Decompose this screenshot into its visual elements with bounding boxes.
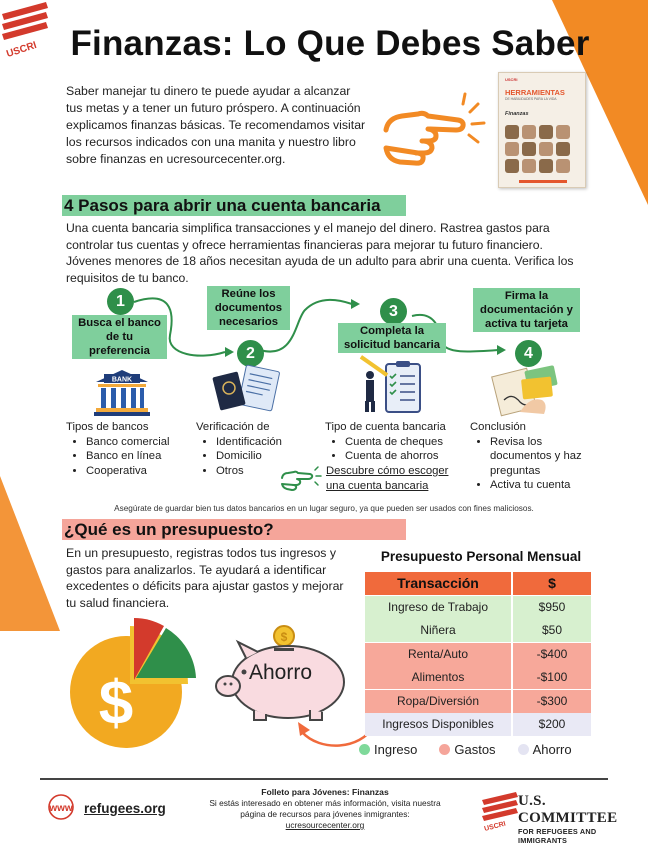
documents-icon (212, 364, 280, 414)
book-footer-bar (519, 180, 567, 183)
book-photo-grid (505, 125, 581, 173)
row-amount: $950 (513, 596, 591, 619)
org-subtitle: FOR REFUGEES AND IMMIGRANTS (518, 827, 597, 845)
table-row (365, 666, 591, 689)
svg-text:USCRI: USCRI (483, 820, 507, 833)
list-item: • Domicilio (216, 449, 282, 464)
book-logo: USCRI (505, 77, 518, 82)
row-amount: $50 (513, 619, 591, 642)
legend-dot (439, 744, 450, 755)
budget-intro-text: En un presupuesto, registras todos tus ingresos y gastos para analizarlos. Te ayudará a identificar excedentes o déficits para ajustar gastos y mejorar tu salud financiera. (66, 546, 344, 610)
book-title: HERRAMIENTAS (505, 88, 565, 97)
list-item: • Identificación (216, 435, 282, 450)
row-label: Niñera (365, 619, 511, 642)
conclusion-title: Conclusión (470, 421, 526, 433)
footer-info (200, 787, 450, 831)
bank-intro-text: Una cuenta bancaria simplifica transacciones y el manejo del dinero. Rastrea gastos para controlar tus cuentas y ofrece herramientas financieras para mejorar tu futuro financiero. Jóvenes menores de 18 años necesitan ayuda de un adulto para abrir una cuenta. Verifica los requisitos de tu banco. (66, 221, 574, 285)
uscri-logo-icon (0, 0, 52, 61)
application-form-icon (360, 360, 430, 416)
footer-title: Folleto para Jóvenes: Finanzas (261, 787, 389, 797)
book-name: Finanzas (505, 111, 529, 117)
header-amount: $ (513, 572, 591, 595)
row-label: Alimentos (365, 666, 511, 689)
legend-label: Ingreso (374, 742, 418, 757)
budget-table (365, 572, 591, 737)
verification-column (196, 420, 282, 478)
pointing-hand-icon (378, 90, 488, 170)
account-type-column (325, 420, 446, 464)
section-heading-budget: ¿Qué es un presupuesto? (62, 519, 406, 540)
list-item: • Otros (216, 464, 282, 479)
budget-table-title: Presupuesto Personal Mensual (380, 549, 582, 564)
row-amount: $200 (513, 713, 591, 736)
security-note: Asegúrate de guardar bien tus datos bancarios en un lugar seguro, ya que pueden ser usados con fines maliciosos. (114, 504, 534, 513)
legend-dot (518, 744, 529, 755)
account-type-title: Tipo de cuenta bancaria (325, 421, 446, 433)
legend-label: Ahorro (532, 742, 572, 757)
section-heading-bank-steps: 4 Pasos para abrir una cuenta bancaria (62, 195, 406, 216)
dollar-pie-icon (64, 612, 194, 754)
footer-url[interactable]: refugees.org (84, 801, 166, 816)
step-4-label: Firma la documentación y activa tu tarjeta (473, 288, 580, 332)
legend-item (518, 742, 572, 757)
bank-icon (92, 366, 152, 418)
svg-text:$: $ (280, 630, 288, 644)
step-2-number: 2 (237, 340, 264, 367)
list-item: • Banco comercial (86, 435, 170, 450)
list-item: • Activa tu cuenta (490, 478, 600, 493)
table-row (365, 690, 591, 713)
list-item: • Revisa los documentos y haz preguntas (490, 435, 600, 479)
step-2-label: Reúne los documentos necesarios (207, 286, 290, 330)
footer-org-name (518, 793, 638, 845)
row-amount: -$300 (513, 690, 591, 713)
row-label: Ingresos Disponibles (365, 713, 511, 736)
finance-book-cover[interactable] (498, 72, 586, 188)
bank-types-title: Tipos de bancos (66, 421, 149, 433)
intro-text: Saber manejar tu dinero te puede ayudar a alcanzar tus metas y a tener un futuro próspero. A continuación explicamos finanzas básicas. Te recomendamos visitar los recursos indicados con una manita y nuestro libro sobre finanzas en ucresourcecenter.org. (66, 84, 366, 166)
row-amount: -$400 (513, 643, 591, 666)
globe-logo-icon (42, 794, 80, 820)
legend-label: Gastos (454, 742, 496, 757)
legend-item (439, 742, 495, 757)
uscri-footer-logo-icon (480, 790, 522, 833)
list-item: • Banco en línea (86, 449, 170, 464)
conclusion-column (470, 420, 600, 493)
row-label: Renta/Auto (365, 643, 511, 666)
list-item: • Cooperativa (86, 464, 170, 479)
row-label: Ingreso de Trabajo (365, 596, 511, 619)
step-1-number: 1 (107, 288, 134, 315)
step-3-label: Completa la solicitud bancaria (338, 323, 446, 353)
table-header-row (365, 572, 591, 595)
legend-dot (359, 744, 370, 755)
header-transaction: Transacción (365, 572, 511, 595)
bank-icon-text: BANK (111, 376, 133, 384)
table-row (365, 713, 591, 736)
step-1-label: Busca el banco de tu preferencia (72, 315, 167, 359)
footer-divider (40, 778, 608, 780)
bank-types-column (66, 420, 170, 478)
legend-item (359, 742, 417, 757)
orange-side-decoration (0, 476, 60, 631)
table-row (365, 596, 591, 619)
sign-card-icon (490, 362, 560, 416)
row-amount: -$100 (513, 666, 591, 689)
svg-text:USCRI: USCRI (5, 39, 39, 61)
row-label: Ropa/Diversión (365, 690, 511, 713)
org-name: U.S. COMMITTEE (518, 793, 618, 826)
pointing-hand-small-icon (278, 464, 322, 492)
step-4-number: 4 (515, 340, 542, 367)
table-row (365, 643, 591, 666)
verification-title: Verificación de (196, 421, 270, 433)
svg-text:www: www (49, 803, 73, 814)
book-subtitle: DE HABILIDADES PARA LA VIDA (505, 97, 557, 101)
table-row (365, 619, 591, 642)
footer-link[interactable]: ucresourcecenter.org (285, 820, 365, 830)
pig-label: Ahorro (249, 661, 313, 684)
svg-text:$: $ (98, 669, 134, 738)
list-item: • Cuenta de ahorros (345, 449, 446, 464)
budget-legend (359, 742, 619, 757)
footer-text: Si estás interesado en obtener más información, visita nuestra página de recursos para jóvenes inmigrantes: (209, 798, 441, 819)
page-title: Finanzas: Lo Que Debes Saber (70, 24, 590, 63)
choose-account-link[interactable]: Descubre cómo escoger una cuenta bancaria (326, 465, 449, 492)
step-3-number: 3 (380, 298, 407, 325)
list-item: • Cuenta de cheques (345, 435, 446, 450)
